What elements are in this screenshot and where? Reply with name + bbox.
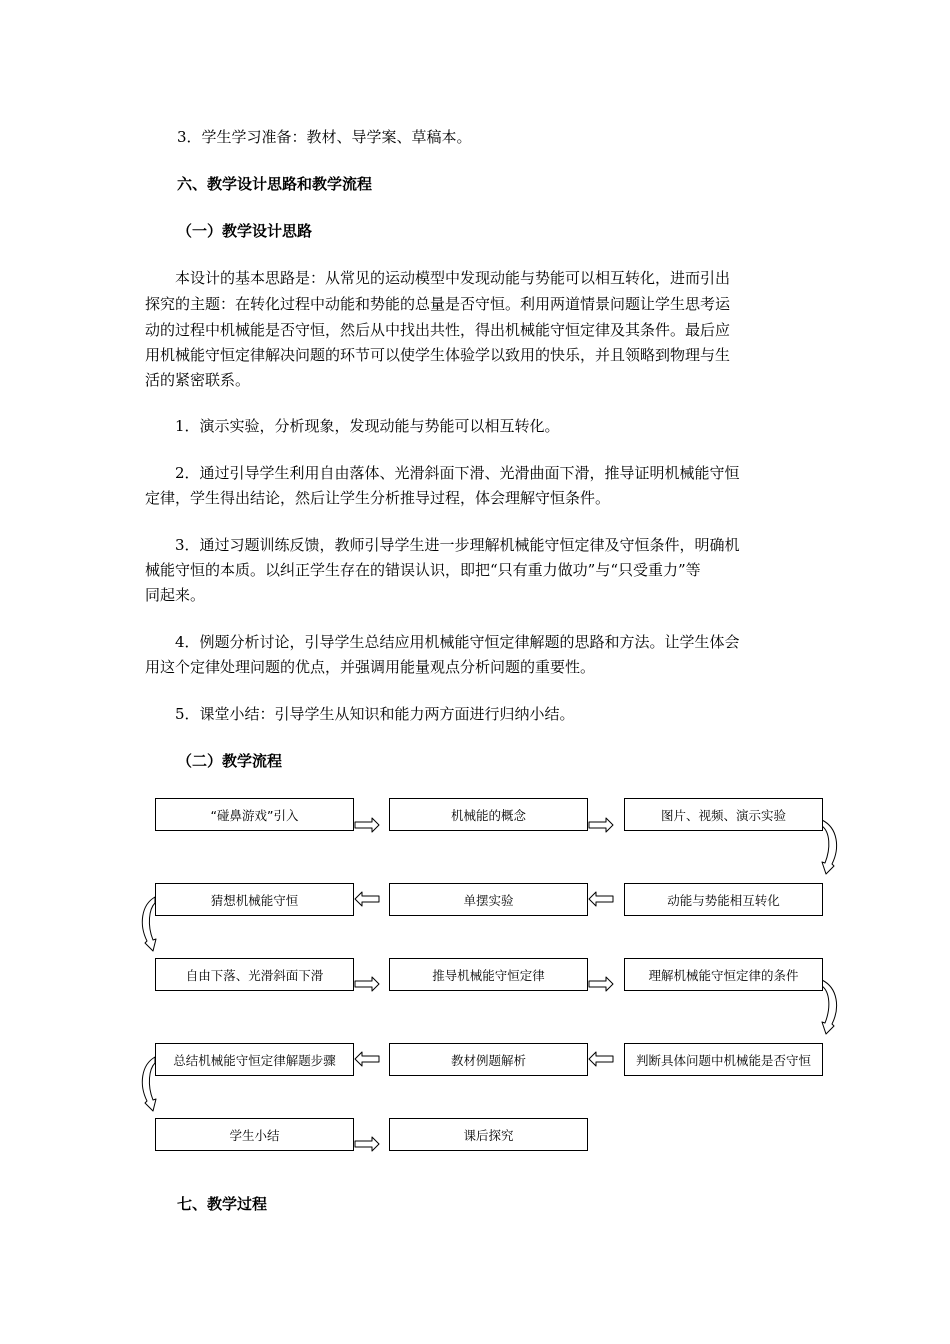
flow-box: 课后探究 bbox=[389, 1118, 588, 1151]
right-arrow-icon bbox=[589, 818, 613, 832]
flow-box: 动能与势能相互转化 bbox=[624, 883, 823, 916]
left-arrow-icon bbox=[355, 1052, 379, 1066]
curved-down-arrow-icon bbox=[822, 980, 837, 1034]
flow-box: 单摆实验 bbox=[389, 883, 588, 916]
flow-box: 判断具体问题中机械能是否守恒 bbox=[624, 1043, 823, 1076]
flow-box: 推导机械能守恒定律 bbox=[389, 958, 588, 991]
flow-box: 机械能的概念 bbox=[389, 798, 588, 831]
intro-item: 3．学生学习准备：教材、导学案、草稿本。 bbox=[177, 128, 472, 146]
left-arrow-icon bbox=[589, 892, 613, 906]
design-item-1: 1．演示实验，分析现象，发现动能与势能可以相互转化。 bbox=[175, 417, 560, 435]
flow-box: 猜想机械能守恒 bbox=[155, 883, 354, 916]
right-arrow-icon bbox=[355, 1137, 379, 1151]
paragraph-line: 动的过程中机械能是否守恒，然后从中找出共性，得出机械能守恒定律及其条件。最后应 bbox=[145, 321, 731, 339]
item-line: 定律，学生得出结论，然后让学生分析推导过程，体会理解守恒条件。 bbox=[145, 489, 611, 507]
design-item-5: 5．课堂小结：引导学生从知识和能力两方面进行归纳小结。 bbox=[175, 705, 575, 723]
curved-down-arrow-icon bbox=[142, 1057, 156, 1111]
item-line: 械能守恒的本质。以纠正学生存在的错误认识，即把“只有重力做功”与“只受重力”等 bbox=[145, 561, 701, 579]
right-arrow-icon bbox=[589, 977, 613, 991]
flow-box: 总结机械能守恒定律解题步骤 bbox=[155, 1043, 354, 1076]
flow-box: 自由下落、光滑斜面下滑 bbox=[155, 958, 354, 991]
paragraph-line: 本设计的基本思路是：从常见的运动模型中发现动能与势能可以相互转化，进而引出 bbox=[175, 269, 731, 287]
flow-box: “碰鼻游戏”引入 bbox=[155, 798, 354, 831]
item-line: 2．通过引导学生利用自由落体、光滑斜面下滑、光滑曲面下滑，推导证明机械能守恒 bbox=[175, 464, 740, 482]
flow-box: 学生小结 bbox=[155, 1118, 354, 1151]
flow-box: 理解机械能守恒定律的条件 bbox=[624, 958, 823, 991]
flow-box: 教材例题解析 bbox=[389, 1043, 588, 1076]
left-arrow-icon bbox=[355, 892, 379, 906]
item-line: 同起来。 bbox=[145, 586, 206, 604]
curved-down-arrow-icon bbox=[142, 897, 156, 951]
flow-box: 图片、视频、演示实验 bbox=[624, 798, 823, 831]
item-line: 3．通过习题训练反馈，教师引导学生进一步理解机械能守恒定律及守恒条件，明确机 bbox=[175, 536, 740, 554]
section-6-title: 六、教学设计思路和教学流程 bbox=[177, 175, 373, 193]
subsection-2-title: （二）教学流程 bbox=[177, 752, 283, 770]
item-line: 4．例题分析讨论，引导学生总结应用机械能守恒定律解题的思路和方法。让学生体会 bbox=[175, 633, 740, 651]
right-arrow-icon bbox=[355, 818, 379, 832]
paragraph-line: 活的紧密联系。 bbox=[145, 371, 251, 389]
curved-down-arrow-icon bbox=[822, 820, 837, 874]
item-line: 用这个定律处理问题的优点，并强调用能量观点分析问题的重要性。 bbox=[145, 658, 596, 676]
section-7-title: 七、教学过程 bbox=[177, 1195, 268, 1213]
subsection-1-title: （一）教学设计思路 bbox=[177, 222, 313, 240]
paragraph-line: 用机械能守恒定律解决问题的环节可以使学生体验学以致用的快乐，并且领略到物理与生 bbox=[145, 346, 731, 364]
paragraph-line: 探究的主题：在转化过程中动能和势能的总量是否守恒。利用两道情景问题让学生思考运 bbox=[145, 295, 731, 313]
right-arrow-icon bbox=[355, 977, 379, 991]
left-arrow-icon bbox=[589, 1052, 613, 1066]
